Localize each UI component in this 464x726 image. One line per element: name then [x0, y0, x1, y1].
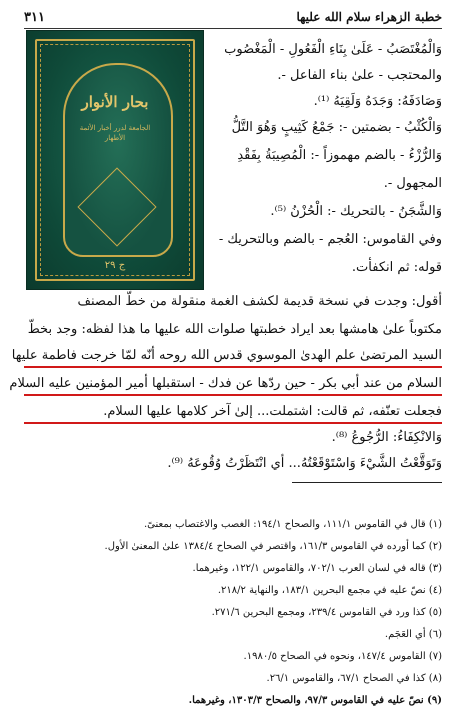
text-line: والمحتجب - علىٰ بناء الفاعل -.	[277, 68, 442, 83]
cover-volume: ج ٢٩	[104, 260, 126, 271]
text-line: وَالشَّجَنُ - بالتحريك -: الْحُزْنُ ⁽⁵⁾.	[270, 204, 442, 219]
footnote: (٤) نصّ عليه في مجمع البحرين ١٨٣/١، والنهاية ٢١٨/٢.	[217, 585, 442, 596]
cover-title: بحار الأنوار	[81, 93, 149, 111]
text-line: وَالْكُثْبُ - بضمتين -: جَمْعُ كَثِيبٍ وَهُوَ التَّلُّ	[231, 120, 442, 135]
text-line: وَالانْكِفَاءُ: الرُّجُوعُ ⁽⁸⁾.	[331, 430, 442, 445]
footnote: (٧) القاموس ١٤٧/٤، ونحوه في الصحاح ١٩٨٠/٥.	[243, 651, 442, 662]
footnote: (٣) قاله في لسان العرب ٧٠٢/١، والقاموس ١٢٢/١، وغيرهما.	[192, 563, 442, 574]
footnote: (٨) كذا في الصحاح ٦٧/١، والقاموس ٢٦/١.	[266, 673, 442, 684]
text-line: أقول: وجدت في نسخة قديمة لكشف الغمة منقولة من خطّ المصنف	[77, 294, 442, 309]
footnote: (١) قال في القاموس ١١١/١، والصحاح ١٩٤/١: الغصب والاغتصاب بمعنىً.	[143, 519, 442, 530]
text-line: المجهول -.	[383, 176, 442, 191]
text-line: قوله: ثم انكفأت.	[351, 260, 442, 275]
footnote: (٦) أي العَجَم.	[384, 629, 442, 640]
text-line: وَالرُّزْءُ - بالضم مهموزاً -: الْمُصِيبَةُ بِفَقْدِ	[237, 148, 442, 163]
underlined-quote-line: السلام من عند أبي بكر - حين ردّها عن فدك - استقبلها أمير المؤمنين عليه السلام	[24, 374, 442, 396]
text-line: وَتَوَقَّعْتُ الشَّيْءَ وَاسْتَوْقَعْتُهُ... أي انْتَظَرْتُ وُقُوعَهُ ⁽⁹⁾.	[167, 456, 442, 471]
footnote-separator	[292, 482, 442, 483]
book-cover-image	[26, 30, 204, 290]
footnote: (٥) كذا ورد في القاموس ٢٣٩/٤، ومجمع البحرين ٢٧١/٦.	[211, 607, 442, 618]
running-header	[24, 6, 442, 29]
underlined-quote-line: السيد المرتضىٰ علم الهدىٰ الموسوي قدس الله روحه أنّه لمّا خرجت فاطمة عليها	[24, 346, 442, 368]
footnote: (٩) نصّ عليه في القاموس ٩٧/٣، والصحاح ١٣٠٣/٣، وغيرهما.	[188, 695, 442, 706]
footnote: (٢) كما أورده في القاموس ١٦١/٣، واقتصر في الصحاح ١٣٨٤/٤ علىٰ المعنىٰ الأول.	[104, 541, 442, 552]
text-line: وَالْمُغْتَصَبُ - عَلَىٰ بِنَاءِ الْفَعُولِ - الْمَغْصُوب	[224, 42, 442, 57]
page-number: ٣١١	[24, 9, 45, 25]
text-line: مكتوباً علىٰ هامشها بعد ايراد خطبتها صلوات الله عليها ما هذا لفظه: وجد بخطّ	[27, 322, 442, 337]
cover-subtitle: الجامعة لدرر أخبار الأئمة الأطهار	[79, 124, 151, 142]
text-line: وفي القاموس: العُجم - بالضم وبالتحريك -	[218, 232, 442, 247]
text-line: وَصَادَفَهُ: وَجَدَهُ وَلَقِيَهُ ⁽¹⁾.	[313, 94, 442, 109]
underlined-quote-line: فجعلت تعنّفه، ثم قالت: اشتملت... إلىٰ آخر كلامها عليها السلام.	[24, 402, 442, 424]
chapter-title: خطبة الزهراء سلام الله عليها	[296, 10, 442, 24]
